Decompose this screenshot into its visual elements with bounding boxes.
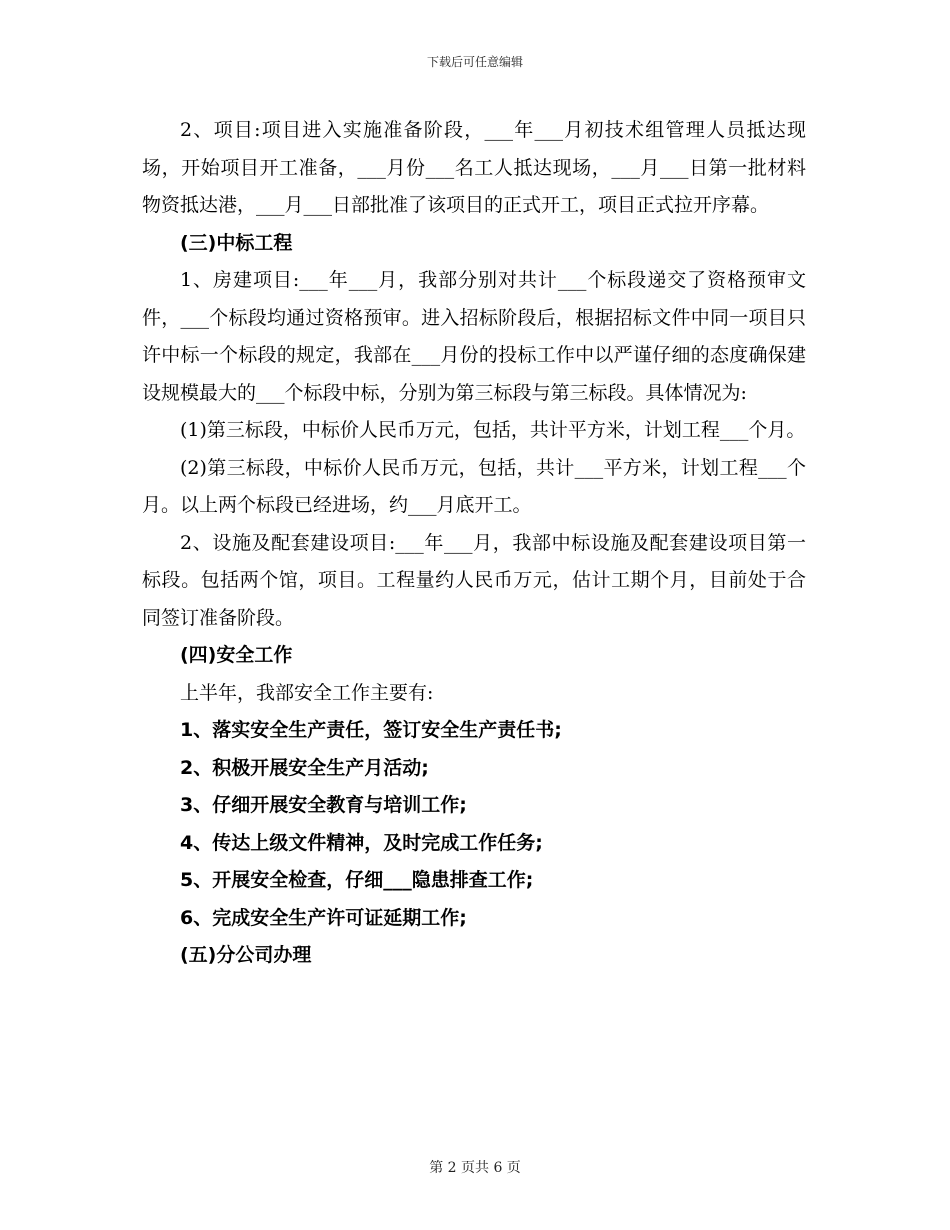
safety-item-6: 6、完成安全生产许可证延期工作; — [180, 906, 467, 929]
paragraph-project-prep: 2、项目:项目进入实施准备阶段，___年___月初技术组管理人员抵达现场，开始项目开工准备，___月份___名工人抵达现场，___月___日第一批材料物资抵达港，___月___日部批准了该项目的正式开工，项目正式拉开序幕。 — [142, 119, 806, 216]
paragraph-housing-project: 1、房建项目:___年___月，我部分别对共计___个标段递交了资格预审文件，___个标段均通过资格预审。进入招标阶段后，根据招标文件中同一项目只许中标一个标段的规定，我部在___月份的投标工作中以严谨仔细的态度确保建设规模最大的___个标段中标，分别为第三标段与第三标段。具体情况为: — [142, 269, 806, 404]
section-heading-safety: (四)安全工作 — [180, 644, 293, 666]
paragraph-lot-1: (1)第三标段，中标价人民币万元，包括，共计平方米，计划工程___个月。 — [180, 419, 806, 441]
page-footer: 第 2 页共 6 页 — [429, 1160, 521, 1176]
safety-item-5: 5、开展安全检查，仔细___隐患排查工作; — [180, 869, 534, 891]
paragraph-lot-2: (2)第三标段，中标价人民币万元，包括，共计___平方米，计划工程___个月。以上两个标段已经进场，约___月底开工。 — [142, 456, 806, 516]
safety-item-2: 2、积极开展安全生产月活动; — [180, 756, 429, 779]
section-heading-branch: (五)分公司办理 — [180, 944, 312, 966]
paragraph-facilities-project: 2、设施及配套建设项目:___年___月，我部中标设施及配套建设项目第一标段。包括两个馆，项目。工程量约人民币万元，估计工期个月，目前处于合同签订准备阶段。 — [142, 531, 806, 629]
safety-item-4: 4、传达上级文件精神，及时完成工作任务; — [180, 831, 543, 854]
safety-item-3: 3、仔细开展安全教育与培训工作; — [180, 794, 467, 816]
page-header: 下载后可任意编辑 — [426, 55, 523, 69]
paragraph-safety-intro: 上半年，我部安全工作主要有: — [180, 681, 434, 704]
safety-item-1: 1、落实安全生产责任，签订安全生产责任书; — [180, 719, 562, 741]
document-body — [142, 112, 806, 975]
section-heading-bid-projects: (三)中标工程 — [180, 231, 293, 254]
